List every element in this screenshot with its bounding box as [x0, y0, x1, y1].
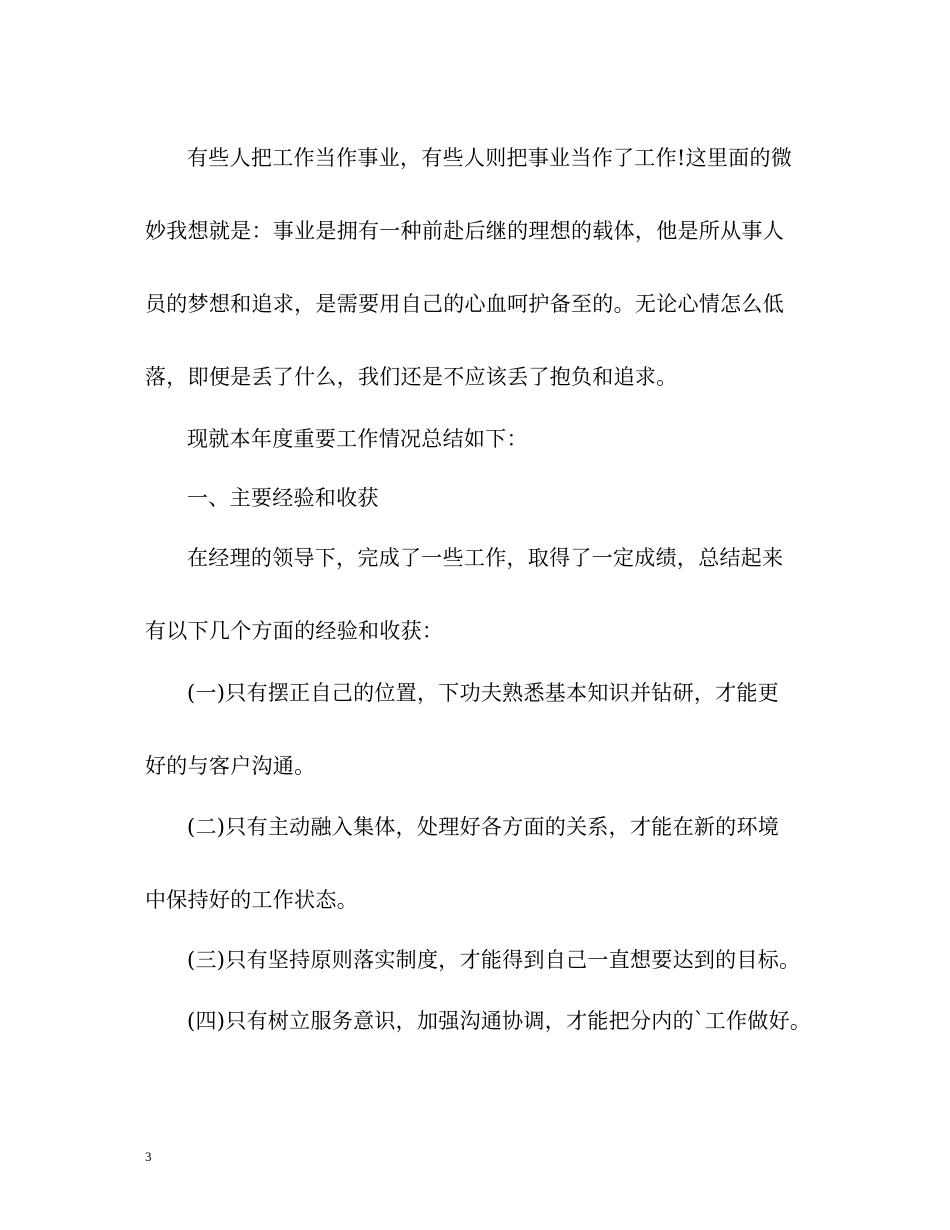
- list-item-line: (三)只有坚持原则落实制度，才能得到自己一直想要达到的目标。: [187, 948, 801, 972]
- paragraph-line: 在经理的领导下，完成了一些工作，取得了一定成绩，总结起来: [187, 546, 784, 570]
- list-item-line: (四)只有树立服务意识，加强沟通协调，才能把分内的`工作做好。: [187, 1009, 812, 1033]
- section-heading: 一、主要经验和收获: [187, 486, 379, 510]
- paragraph-line: 妙我想就是：事业是拥有一种前赴后继的理想的载体，他是所从事人: [145, 219, 784, 243]
- page-number: 3: [145, 1149, 152, 1164]
- paragraph-line: 落，即便是丢了什么，我们还是不应该丢了抱负和追求。: [145, 365, 678, 389]
- paragraph-line: 员的梦想和追求，是需要用自己的心血呵护备至的。无论心情怎么低: [145, 292, 784, 316]
- list-item-line: (二)只有主动融入集体，处理好各方面的关系，才能在新的环境: [187, 815, 780, 839]
- paragraph-line: 有以下几个方面的经验和收获：: [145, 619, 444, 643]
- paragraph-line: 现就本年度重要工作情况总结如下：: [187, 427, 528, 451]
- list-item-line: 中保持好的工作状态。: [145, 888, 358, 912]
- paragraph-line: 有些人把工作当作事业，有些人则把事业当作了工作!这里面的微: [187, 146, 793, 170]
- list-item-line: (一)只有摆正自己的位置，下功夫熟悉基本知识并钻研，才能更: [187, 681, 780, 705]
- list-item-line: 好的与客户沟通。: [145, 754, 316, 778]
